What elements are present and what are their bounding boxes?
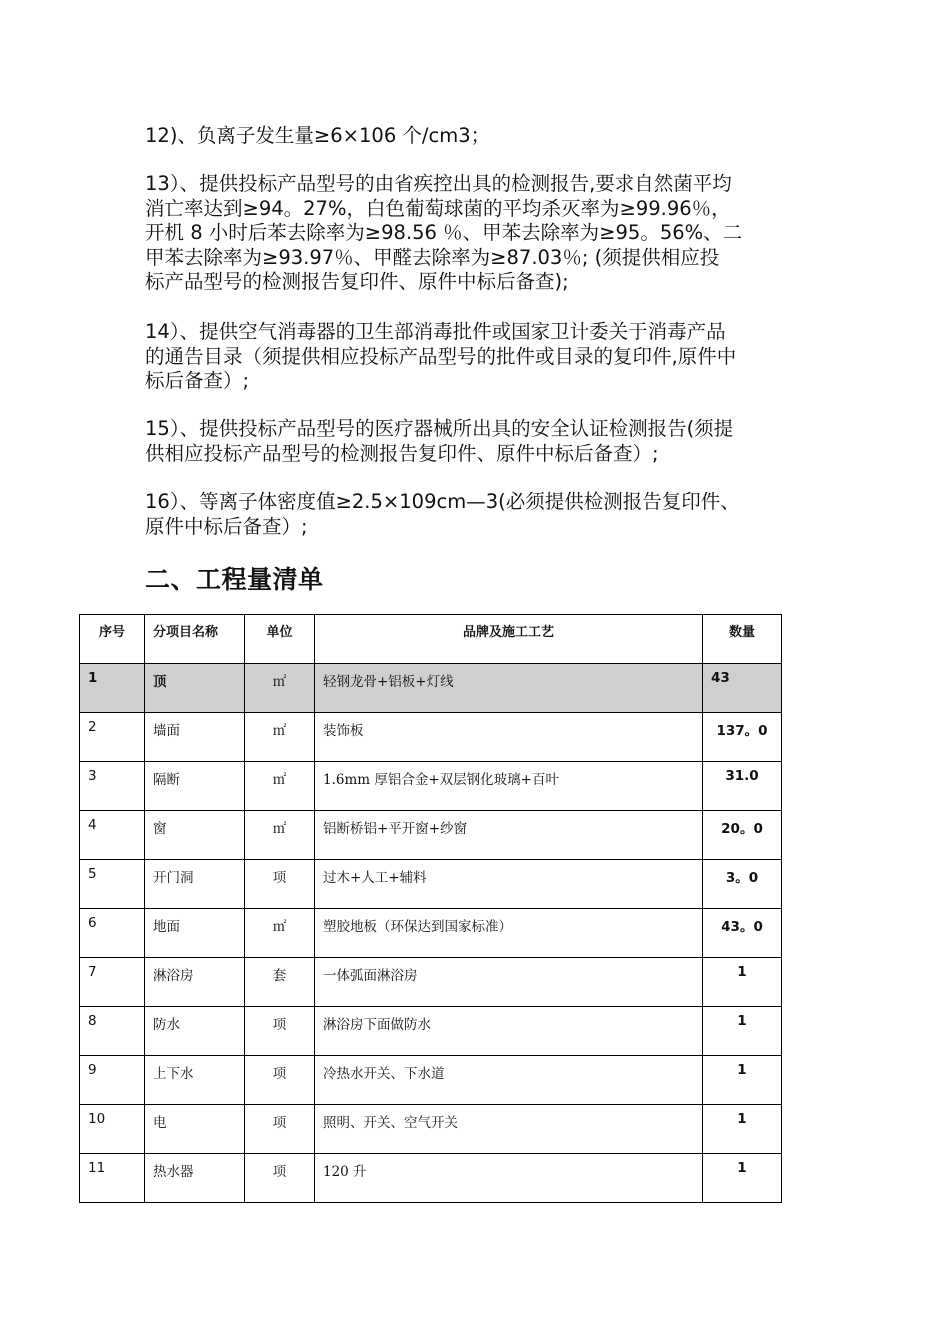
section-heading: 二、工程量清单 <box>145 565 324 594</box>
cell-index: 8 <box>80 1007 145 1056</box>
paragraph-15 <box>145 417 835 466</box>
cell-item-name: 热水器 <box>145 1154 245 1203</box>
paragraph-16 <box>145 490 835 539</box>
table-row <box>80 664 782 713</box>
cell-quantity: 3。0 <box>703 860 782 909</box>
paragraph-line: 开机 8 小时后苯去除率为≥98.56 ％、甲苯去除率为≥95。56%、二 <box>145 221 743 244</box>
cell-unit: 项 <box>245 1154 315 1203</box>
paragraph-line: 供相应投标产品型号的检测报告复印件、原件中标后备查）; <box>145 441 659 465</box>
cell-item-name: 上下水 <box>145 1056 245 1105</box>
header-index: 序号 <box>80 615 145 664</box>
cell-unit: ㎡ <box>245 664 315 713</box>
cell-brand-process: 轻钢龙骨+铝板+灯线 <box>315 664 703 713</box>
paragraph-13 <box>145 172 835 295</box>
cell-quantity: 31.0 <box>703 762 782 811</box>
cell-index: 4 <box>80 811 145 860</box>
paragraph-line: 标产品型号的检测报告复印件、原件中标后备查); <box>145 270 569 293</box>
cell-index: 6 <box>80 909 145 958</box>
cell-index: 10 <box>80 1105 145 1154</box>
paragraph-line: 16）、等离子体密度值≥2.5×109cm—3(必须提供检测报告复印件、 <box>145 490 740 513</box>
cell-brand-process: 冷热水开关、下水道 <box>315 1056 703 1105</box>
table-row <box>80 1007 782 1056</box>
table-row <box>80 1105 782 1154</box>
cell-quantity: 20。0 <box>703 811 782 860</box>
cell-index: 7 <box>80 958 145 1007</box>
cell-brand-process: 塑胶地板（环保达到国家标准） <box>315 909 703 958</box>
cell-brand-process: 淋浴房下面做防水 <box>315 1007 703 1056</box>
cell-item-name: 墙面 <box>145 713 245 762</box>
cell-unit: ㎡ <box>245 909 315 958</box>
paragraph-line: 13）、提供投标产品型号的由省疾控出具的检测报告,要求自然菌平均 <box>145 172 732 195</box>
cell-brand-process: 120 升 <box>315 1154 703 1203</box>
cell-unit: ㎡ <box>245 762 315 811</box>
paragraph-line: 甲苯去除率为≥93.97％、甲醛去除率为≥87.03％; (须提供相应投 <box>145 245 720 269</box>
cell-quantity: 1 <box>703 1154 782 1203</box>
bill-of-quantities-table <box>79 614 782 1203</box>
cell-unit: 套 <box>245 958 315 1007</box>
cell-item-name: 地面 <box>145 909 245 958</box>
cell-index: 3 <box>80 762 145 811</box>
paragraph-line: 消亡率达到≥94。27%，白色葡萄球菌的平均杀灭率为≥99.96％， <box>145 196 731 220</box>
cell-quantity: 43 <box>703 664 782 713</box>
table-row <box>80 1056 782 1105</box>
paragraph-line: 14）、提供空气消毒器的卫生部消毒批件或国家卫计委关于消毒产品 <box>145 320 726 343</box>
cell-brand-process: 过木+人工+辅料 <box>315 860 703 909</box>
header-brand-process: 品牌及施工工艺 <box>315 615 703 664</box>
table-row <box>80 713 782 762</box>
cell-brand-process: 照明、开关、空气开关 <box>315 1105 703 1154</box>
paragraph-line: 标后备查）; <box>145 369 250 392</box>
cell-brand-process: 装饰板 <box>315 713 703 762</box>
paragraph-line: 15）、提供投标产品型号的医疗器械所出具的安全认证检测报告(须提 <box>145 417 734 440</box>
cell-brand-process: 铝断桥铝+平开窗+纱窗 <box>315 811 703 860</box>
cell-brand-process: 1.6mm 厚铝合金+双层钢化玻璃+百叶 <box>315 762 703 811</box>
table-row <box>80 860 782 909</box>
cell-quantity: 1 <box>703 1105 782 1154</box>
table-row <box>80 1154 782 1203</box>
cell-item-name: 隔断 <box>145 762 245 811</box>
cell-quantity: 1 <box>703 958 782 1007</box>
cell-quantity: 1 <box>703 1007 782 1056</box>
header-item-name: 分项目名称 <box>145 615 245 664</box>
paragraph-14 <box>145 320 835 394</box>
cell-unit: 项 <box>245 1007 315 1056</box>
cell-item-name: 淋浴房 <box>145 958 245 1007</box>
paragraph-12 <box>145 124 835 149</box>
cell-unit: 项 <box>245 860 315 909</box>
cell-index: 5 <box>80 860 145 909</box>
cell-index: 1 <box>80 664 145 713</box>
table-header-row <box>80 615 782 664</box>
cell-unit: 项 <box>245 1105 315 1154</box>
paragraph-line: 原件中标后备查）; <box>145 514 308 538</box>
cell-quantity: 137。0 <box>703 713 782 762</box>
table-row <box>80 958 782 1007</box>
cell-index: 2 <box>80 713 145 762</box>
table-row <box>80 811 782 860</box>
header-unit: 单位 <box>245 615 315 664</box>
paragraph-line: 的通告目录（须提供相应投标产品型号的批件或目录的复印件,原件中 <box>145 344 737 368</box>
cell-index: 9 <box>80 1056 145 1105</box>
cell-unit: ㎡ <box>245 811 315 860</box>
cell-item-name: 防水 <box>145 1007 245 1056</box>
cell-index: 11 <box>80 1154 145 1203</box>
cell-item-name: 电 <box>145 1105 245 1154</box>
cell-item-name: 窗 <box>145 811 245 860</box>
cell-item-name: 顶 <box>145 664 245 713</box>
table-row <box>80 762 782 811</box>
cell-unit: 项 <box>245 1056 315 1105</box>
cell-item-name: 开门洞 <box>145 860 245 909</box>
cell-quantity: 1 <box>703 1056 782 1105</box>
table-row <box>80 909 782 958</box>
cell-unit: ㎡ <box>245 713 315 762</box>
header-quantity: 数量 <box>703 615 782 664</box>
cell-brand-process: 一体弧面淋浴房 <box>315 958 703 1007</box>
cell-quantity: 43。0 <box>703 909 782 958</box>
paragraph-line: 12)、负离子发生量≥6×106 个/cm3； <box>145 124 491 147</box>
